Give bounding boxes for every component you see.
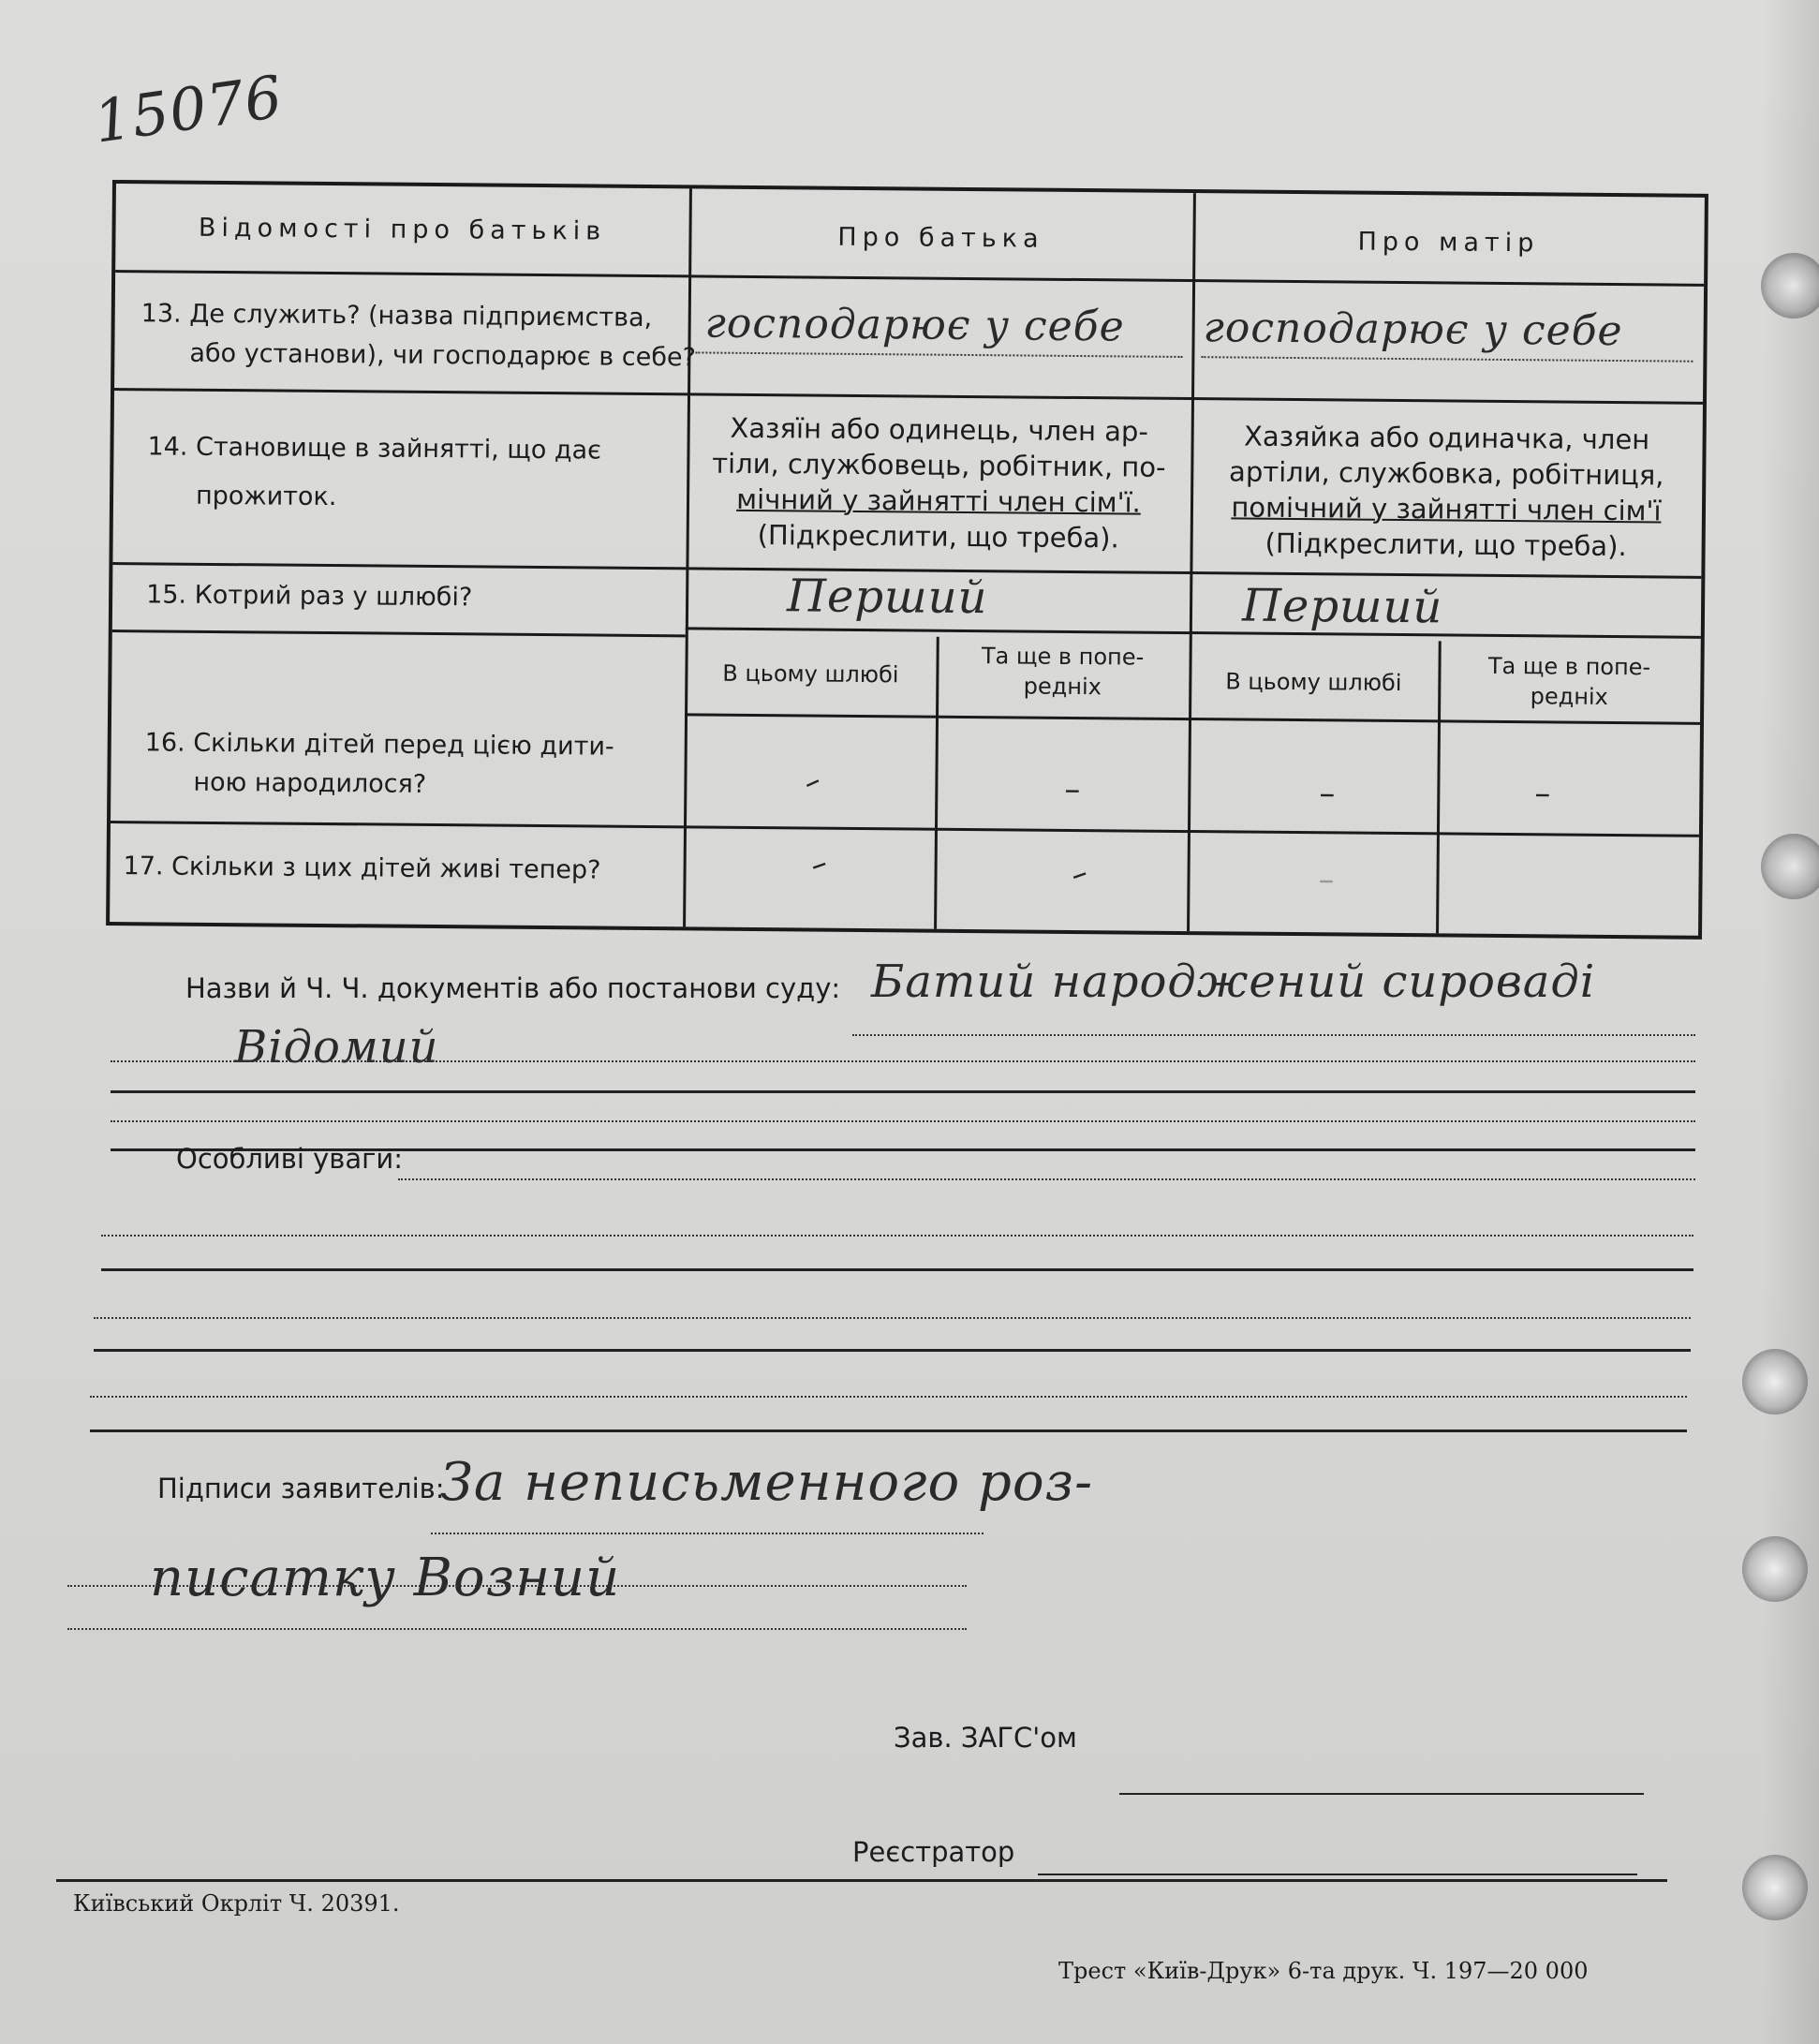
- q16-father-previous-line1: Та ще в попе-: [981, 643, 1145, 671]
- q16-value-2: –: [1064, 770, 1081, 809]
- q16-father-previous-line2: редніх: [1023, 673, 1102, 701]
- q14-father-line2: тіли, службовець, робітник, по-: [712, 447, 1166, 483]
- q14-father-line1: Хазяїн або одинець, член ар-: [730, 411, 1149, 448]
- q14-label-line1: 14. Становище в зайнятті, що дає: [147, 432, 602, 466]
- corner-handwritten-number: 15076: [89, 62, 288, 156]
- head-zags-label: Зав. ЗАГС'ом: [894, 1722, 1077, 1754]
- notes-label: Особливі уваги:: [176, 1143, 404, 1175]
- q17-value-2: –: [1065, 853, 1093, 895]
- q16-label-line1: 16. Скільки дітей перед цією дити-: [144, 728, 614, 762]
- q16-value-3: –: [1319, 775, 1336, 813]
- parents-info-table: [106, 180, 1708, 940]
- q14-mother-line4: (Підкреслити, що треба).: [1264, 526, 1627, 563]
- documents-label: Назви й Ч. Ч. документів або постанови суду:: [185, 972, 841, 1004]
- q16-mother-previous: [1438, 650, 1701, 712]
- q13-father-answer: господарює у себе: [704, 299, 1125, 351]
- header-about-father: Про батька: [837, 222, 1044, 254]
- header-about-mother: Про матір: [1357, 227, 1540, 259]
- q14-mother-line3: помічний у зайнятті член сім'ї: [1231, 491, 1662, 527]
- signatures-label: Підписи заявителів:: [157, 1473, 445, 1504]
- q17-value-3: –: [1318, 861, 1335, 899]
- q16-mother-previous-line1: Та ще в попе-: [1487, 652, 1651, 681]
- q14-label-line2: прожиток.: [195, 481, 337, 512]
- registrar-signature-line: [1038, 1874, 1637, 1875]
- q17-value-1: –: [805, 843, 833, 885]
- q15-father-answer: Перший: [786, 570, 988, 625]
- q13-label-line1: 13. Де служить? (назва підприємства,: [140, 299, 653, 333]
- q14-mother-line1: Хазяйка або одиначка, член: [1243, 420, 1650, 456]
- q14-father-line4: (Підкреслити, що треба).: [757, 519, 1119, 555]
- signatures-value-line1: За неписьменного роз-: [440, 1452, 1093, 1513]
- q16-value-1: –: [796, 761, 827, 803]
- q16-value-4: –: [1534, 775, 1551, 813]
- q17-label: 17. Скільки з цих дітей живі тепер?: [123, 852, 601, 885]
- documents-value-line2: Відомий: [234, 1021, 439, 1074]
- q16-father-this-marriage: В цьому шлюбі: [722, 659, 899, 689]
- head-zags-signature-line: [1119, 1793, 1644, 1795]
- q14-mother-line2: артіли, службовка, робітниця,: [1228, 455, 1664, 492]
- documents-value-line1: Батий народжений сироваді: [871, 955, 1596, 1008]
- q14-father-options: [687, 409, 1191, 556]
- q16-mother-this-marriage: В цьому шлюбі: [1225, 668, 1402, 697]
- q14-father-line3: мічний у зайнятті член сім'ї.: [736, 482, 1142, 519]
- q16-label-line2: ною народилося?: [193, 767, 427, 799]
- q13-mother-answer: господарює у себе: [1203, 304, 1623, 356]
- q16-mother-previous-line2: редніх: [1530, 683, 1608, 710]
- q15-label: 15. Котрий раз у шлюбі?: [146, 580, 473, 613]
- signatures-value-line2: писатку Возний: [150, 1548, 621, 1608]
- registrar-label: Реєстратор: [852, 1836, 1015, 1868]
- q14-mother-options: [1190, 418, 1703, 565]
- footer-left-imprint: Київський Окрліт Ч. 20391.: [73, 1890, 400, 1917]
- footer-right-imprint: Трест «Київ-Друк» 6-та друк. Ч. 197—20 000: [1058, 1958, 1589, 1984]
- q15-mother-answer: Перший: [1241, 579, 1443, 634]
- q16-father-previous: [936, 641, 1190, 703]
- q13-label-line2: або установи), чи господарює в себе?: [189, 338, 697, 373]
- header-about-parents: Відомості про батьків: [198, 213, 607, 246]
